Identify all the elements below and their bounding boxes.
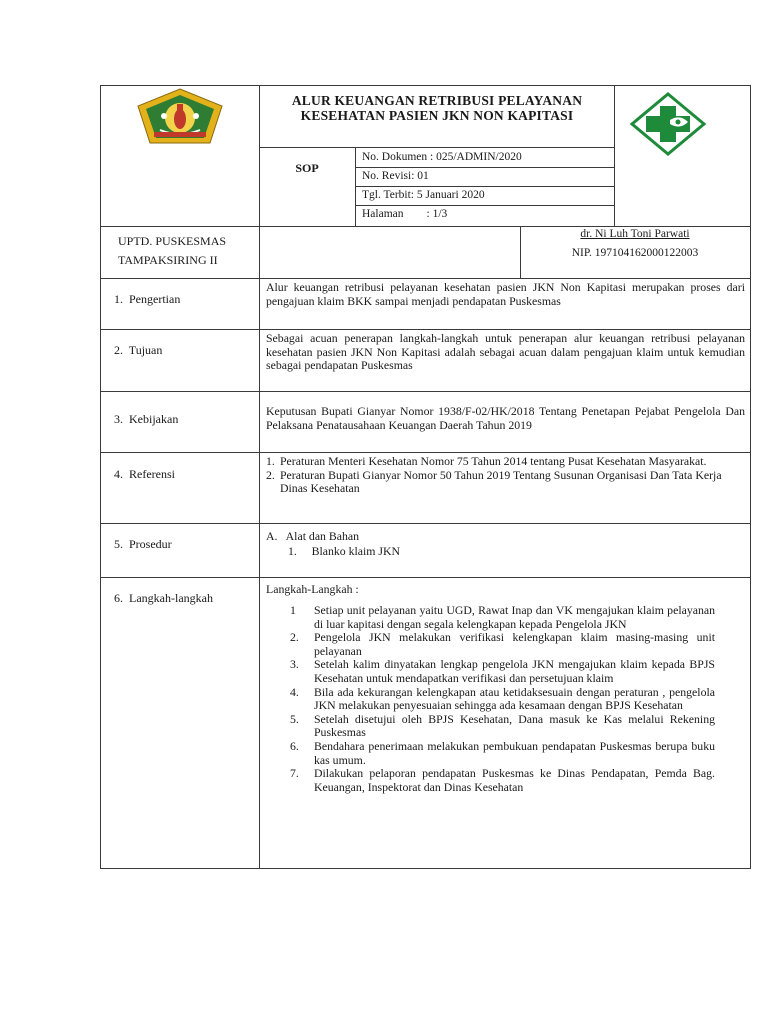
section-text-tujuan: Sebagai acuan penerapan langkah-langkah untuk penerapan alur keuangan retribusi pelayanan kesehatan pasien JKN Non Kapitasi adalah sebagai acuan dalam pengajuan klaim untuk kemudian sebagai pendapatan Puskesmas (266, 331, 745, 373)
issue-date: Tgl. Terbit: 5 Januari 2020 (362, 189, 485, 201)
page-number: Halaman : 1/3 (362, 208, 448, 220)
section-text-kebijakan: Keputusan Bupati Gianyar Nomor 1938/F-02/HK/2018 Tentang Penetapan Pejabat Pengelola Dan Pelaksana Penatausahaan Keuangan Daerah Tahun 2019 (266, 404, 745, 432)
list-item: 3. Setelah kalim dinyatakan lengkap pengelola JKN mengajukan klaim kepada BPJS Kesehatan untuk mendapatkan verifikasi dan persetujuan klaim (290, 657, 715, 685)
revision-number: No. Revisi: 01 (362, 170, 429, 182)
list-item: 1. Peraturan Menteri Kesehatan Nomor 75 Tahun 2014 tentang Pusat Kesehatan Masyarakat. (266, 454, 707, 468)
section-text-pengertian: Alur keuangan retribusi pelayanan kesehatan pasien JKN Non Kapitasi merupakan proses dari pengajuan klaim BKK sampai menjadi pendapatan Puskesmas (266, 280, 745, 308)
list-item: 7. Dilakukan pelaporan pendapatan Puskesmas ke Dinas Pendapatan, Pemda Bag. Keuangan, Inspektorat dan Dinas Kesehatan (290, 766, 715, 794)
doc-number: No. Dokumen : 025/ADMIN/2020 (362, 151, 522, 163)
list-item: 2. Peraturan Bupati Gianyar Nomor 50 Tahun 2019 Tentang Susunan Organisasi Dan Tata Kerja Dinas Kesehatan (266, 467, 722, 496)
list-item: 2. Pengelola JKN melakukan verifikasi kelengkapan klaim masing-masing unit pelayanan (290, 630, 715, 658)
prosedur-heading: A. Alat dan Bahan (266, 529, 360, 543)
langkah-heading: Langkah-Langkah : (266, 582, 359, 596)
langkah-steps-list (266, 604, 715, 794)
sop-label: SOP (295, 161, 319, 175)
section-label-prosedur: 5. Prosedur (114, 537, 172, 551)
section-label-langkah: 6. Langkah-langkah (114, 591, 213, 605)
section-label-referensi: 4. Referensi (114, 467, 175, 481)
list-item: 5. Setelah disetujui oleh BPJS Kesehatan, Dana masuk ke Kas melalui Rekening Puskesmas (290, 711, 715, 740)
prosedur-item: 1. Blanko klaim JKN (288, 544, 401, 558)
puskesmas-cross-logo-icon (628, 92, 708, 156)
org-name-line2: TAMPAKSIRING II (118, 253, 218, 267)
list-item: 4. Bila ada kekurangan kelengkapan atau ketidaksesuain dengan peraturan , pengelola JKN melakukan penyesuaian sehingga ada kesamaan dengan BPJS Kesehatan (290, 684, 715, 713)
org-name-line1: UPTD. PUSKESMAS (118, 234, 227, 248)
section-label-pengertian: 1. Pengertian (114, 292, 181, 306)
list-item: 6. Bendahara penerimaan melakukan pembukuan pendapatan Puskesmas berupa buku kas umum. (290, 738, 715, 767)
list-item: 1 Setiap unit pelayanan yaitu UGD, Rawat Inap dan VK mengajukan klaim pelayanan di luar kapitasi dengan segala kelengkapan kepada Pengelola JKN (290, 603, 715, 631)
gianyar-regency-emblem-icon (130, 86, 230, 146)
section-label-tujuan: 2. Tujuan (114, 343, 163, 357)
signer-nip: NIP. 197104162000122003 (571, 247, 699, 259)
section-label-kebijakan: 3. Kebijakan (114, 412, 179, 426)
document-title: ALUR KEUANGAN RETRIBUSI PELAYANAN KESEHATAN PASIEN JKN NON KAPITASI (291, 93, 583, 123)
signer-name: dr. Ni Luh Toni Parwati (580, 228, 690, 240)
section-list-referensi (266, 455, 745, 496)
